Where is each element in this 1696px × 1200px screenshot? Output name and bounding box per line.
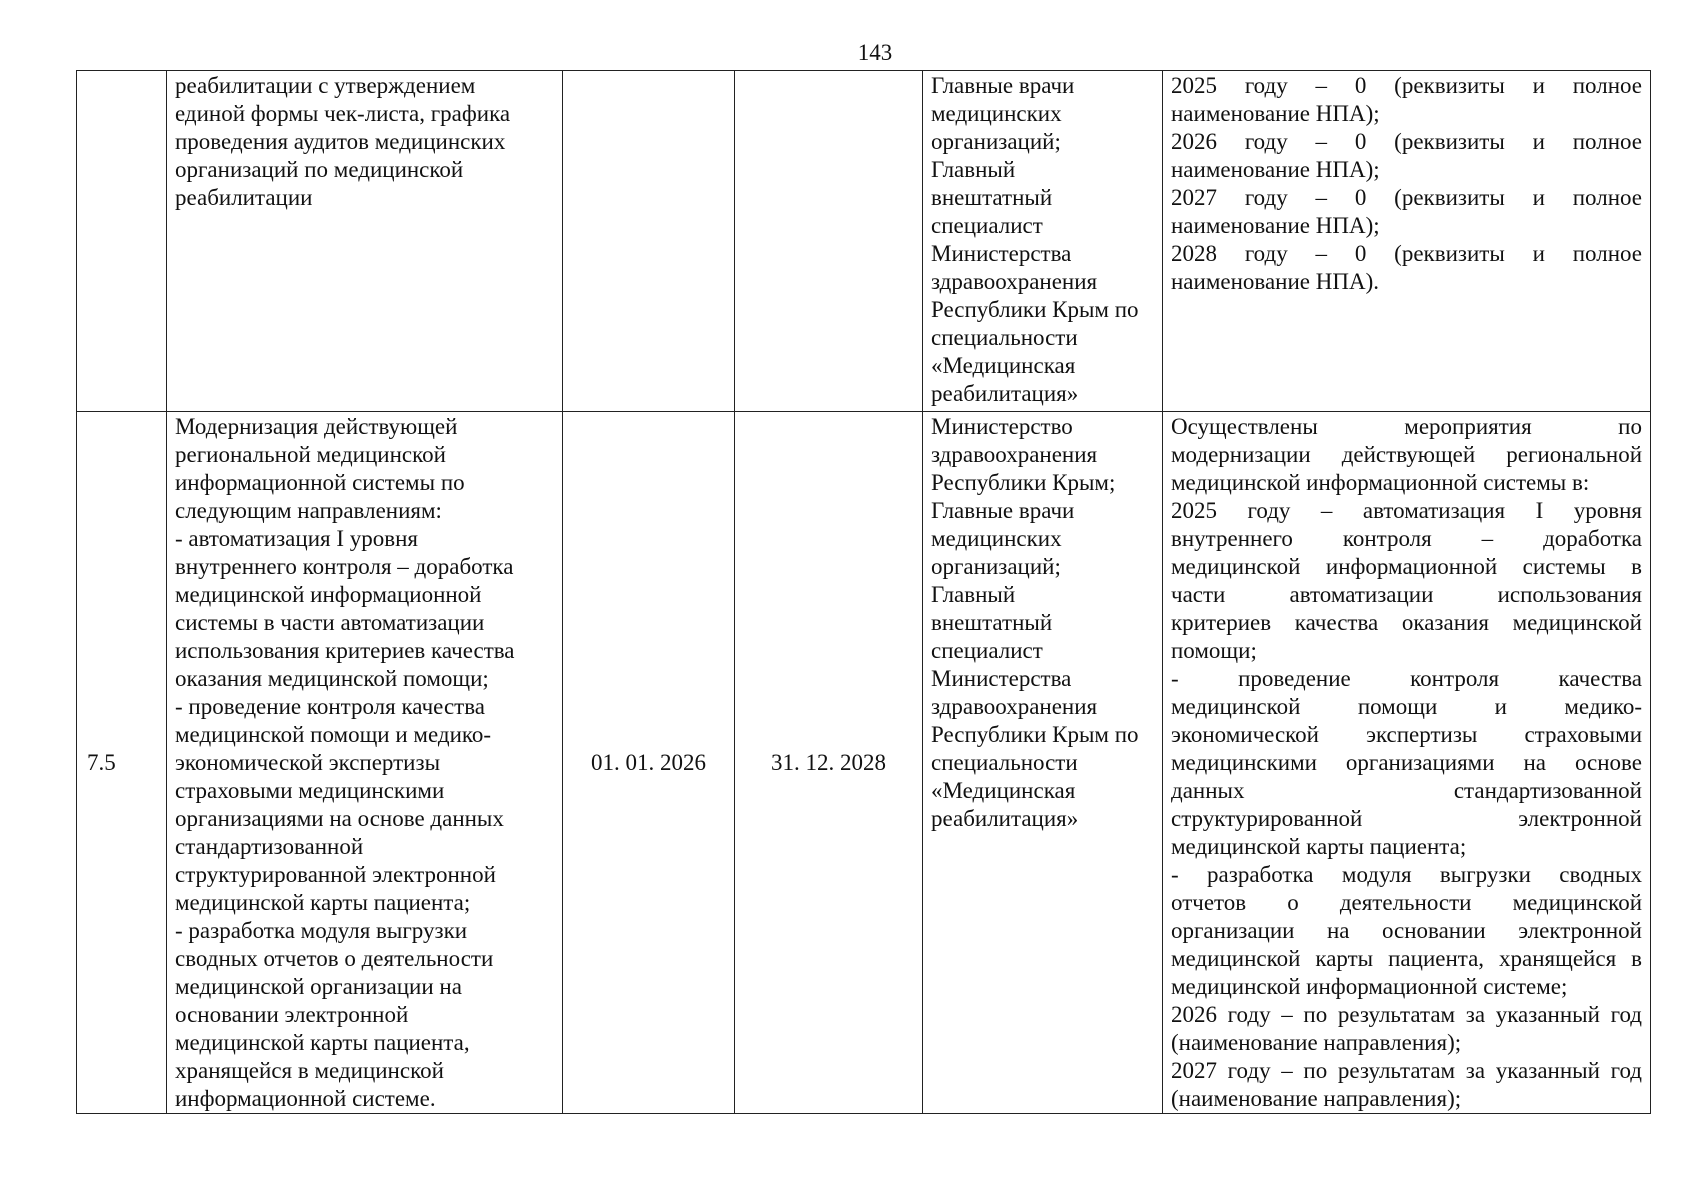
text-line: медицинской помощи и медико-	[175, 722, 492, 747]
end-date: 31. 12. 2028	[771, 749, 886, 775]
text-line: (наименование направления);	[1171, 1086, 1462, 1111]
responsible-text	[931, 72, 1154, 408]
result-text	[1171, 413, 1642, 1113]
text-line: - разработка модуля выгрузки	[175, 918, 468, 943]
text-line: - проведение контроля качества	[1171, 666, 1642, 691]
text-line: медицинской карты пациента, хранящейся в	[1171, 946, 1642, 971]
text-line: Главный	[931, 582, 1016, 607]
text-line: реабилитация»	[931, 806, 1079, 831]
text-line: 2026 году – по результатам за указанный год	[1171, 1002, 1642, 1027]
plan-table	[76, 70, 1651, 1114]
text-line: внутреннего контроля – доработка	[1171, 526, 1642, 551]
text-line: Осуществлены мероприятия по	[1171, 414, 1642, 439]
text-line: организаций;	[931, 129, 1061, 154]
text-line: специалист	[931, 638, 1043, 663]
end-date-cell	[735, 71, 923, 412]
text-line: специальности	[931, 325, 1078, 350]
text-line: (наименование направления);	[1171, 1030, 1462, 1055]
text-line: наименование НПА);	[1171, 101, 1380, 126]
text-line: Республики Крым;	[931, 470, 1116, 495]
table-row	[77, 71, 1651, 412]
text-line: хранящейся в медицинской	[175, 1058, 444, 1083]
text-line: модернизации действующей региональной	[1171, 442, 1642, 467]
text-line: структурированной электронной	[175, 862, 496, 887]
text-line: здравоохранения	[931, 442, 1098, 467]
text-line: части автоматизации использования	[1171, 582, 1642, 607]
text-line: реабилитация»	[931, 381, 1079, 406]
text-line: внештатный	[931, 610, 1053, 635]
text-line: 2028 году – 0 (реквизиты и полное	[1171, 241, 1642, 266]
text-line: проведения аудитов медицинских	[175, 129, 506, 154]
text-line: следующим направлениям:	[175, 498, 442, 523]
start-date-cell	[563, 71, 735, 412]
result-cell	[1163, 71, 1651, 412]
start-date-cell	[563, 412, 735, 1114]
start-date: 01. 01. 2026	[591, 749, 706, 775]
text-line: системы в части автоматизации	[175, 610, 485, 635]
text-line: критериев качества оказания медицинской	[1171, 610, 1642, 635]
text-line: Министерства	[931, 666, 1072, 691]
text-line: специалист	[931, 213, 1043, 238]
text-line: оказания медицинской помощи;	[175, 666, 489, 691]
text-line: медицинскими организациями на основе	[1171, 750, 1642, 775]
text-line: медицинской помощи и медико-	[1171, 694, 1642, 719]
text-line: экономической экспертизы	[175, 750, 441, 775]
text-line: основании электронной	[175, 1002, 409, 1027]
text-line: реабилитации	[175, 185, 313, 210]
text-line: здравоохранения	[931, 694, 1098, 719]
text-line: медицинской информационной системы в:	[1171, 470, 1590, 495]
text-line: организаций;	[931, 554, 1061, 579]
responsible-cell	[923, 71, 1163, 412]
text-line: внештатный	[931, 185, 1053, 210]
text-line: медицинских	[931, 101, 1062, 126]
text-line: региональной медицинской	[175, 442, 446, 467]
text-line: Модернизация действующей	[175, 414, 458, 439]
text-line: информационной системы по	[175, 470, 465, 495]
text-line: медицинской информационной	[175, 582, 482, 607]
text-line: 2026 году – 0 (реквизиты и полное	[1171, 129, 1642, 154]
text-line: медицинской информационной системе;	[1171, 974, 1568, 999]
text-line: здравоохранения	[931, 269, 1098, 294]
text-line: 2027 году – 0 (реквизиты и полное	[1171, 185, 1642, 210]
text-line: структурированной электронной	[1171, 806, 1642, 831]
responsible-cell	[923, 412, 1163, 1114]
text-line: Республики Крым по	[931, 722, 1139, 747]
text-line: реабилитации с утверждением	[175, 73, 476, 98]
text-line: «Медицинская	[931, 778, 1076, 803]
task-cell	[167, 71, 563, 412]
text-line: экономической экспертизы страховыми	[1171, 722, 1642, 747]
text-line: наименование НПА);	[1171, 157, 1380, 182]
text-line: организаций по медицинской	[175, 157, 464, 182]
text-line: «Медицинская	[931, 353, 1076, 378]
text-line: организациями на основе данных	[175, 806, 504, 831]
text-line: - проведение контроля качества	[175, 694, 485, 719]
text-line: сводных отчетов о деятельности	[175, 946, 494, 971]
text-line: медицинских	[931, 526, 1062, 551]
text-line: - разработка модуля выгрузки сводных	[1171, 862, 1642, 887]
text-line: информационной системе.	[175, 1086, 436, 1111]
responsible-text	[931, 413, 1154, 833]
text-line: организации на основании электронной	[1171, 918, 1642, 943]
text-line: медицинской карты пациента,	[175, 1030, 470, 1055]
text-line: помощи;	[1171, 638, 1257, 663]
text-line: Главные врачи	[931, 498, 1075, 523]
result-text	[1171, 72, 1642, 296]
text-line: Главный	[931, 157, 1016, 182]
text-line: внутреннего контроля – доработка	[175, 554, 514, 579]
text-line: использования критериев качества	[175, 638, 515, 663]
text-line: медицинской карты пациента;	[175, 890, 471, 915]
text-line: медицинской организации на	[175, 974, 462, 999]
task-cell	[167, 412, 563, 1114]
text-line: данных стандартизованной	[1171, 778, 1642, 803]
text-line: страховыми медицинскими	[175, 778, 445, 803]
text-line: Республики Крым по	[931, 297, 1139, 322]
row-number-cell	[77, 71, 167, 412]
text-line: наименование НПА).	[1171, 269, 1379, 294]
page-number: 143	[857, 40, 893, 65]
text-line: стандартизованной	[175, 834, 364, 859]
task-text	[175, 413, 554, 1113]
text-line: 2025 году – автоматизация I уровня	[1171, 498, 1642, 523]
text-line: специальности	[931, 750, 1078, 775]
text-line: Главные врачи	[931, 73, 1075, 98]
text-line: 2027 году – по результатам за указанный год	[1171, 1058, 1642, 1083]
text-line: наименование НПА);	[1171, 213, 1380, 238]
row-number-cell	[77, 412, 167, 1114]
table-row	[77, 412, 1651, 1114]
text-line: единой формы чек-листа, графика	[175, 101, 511, 126]
text-line: Министерства	[931, 241, 1072, 266]
task-text	[175, 72, 554, 212]
text-line: медицинской карты пациента;	[1171, 834, 1467, 859]
text-line: 2025 году – 0 (реквизиты и полное	[1171, 73, 1642, 98]
row-number: 7.5	[87, 750, 116, 775]
text-line: - автоматизация I уровня	[175, 526, 418, 551]
text-line: Министерство	[931, 414, 1073, 439]
text-line: отчетов о деятельности медицинской	[1171, 890, 1642, 915]
result-cell	[1163, 412, 1651, 1114]
text-line: медицинской информационной системы в	[1171, 554, 1642, 579]
end-date-cell	[735, 412, 923, 1114]
